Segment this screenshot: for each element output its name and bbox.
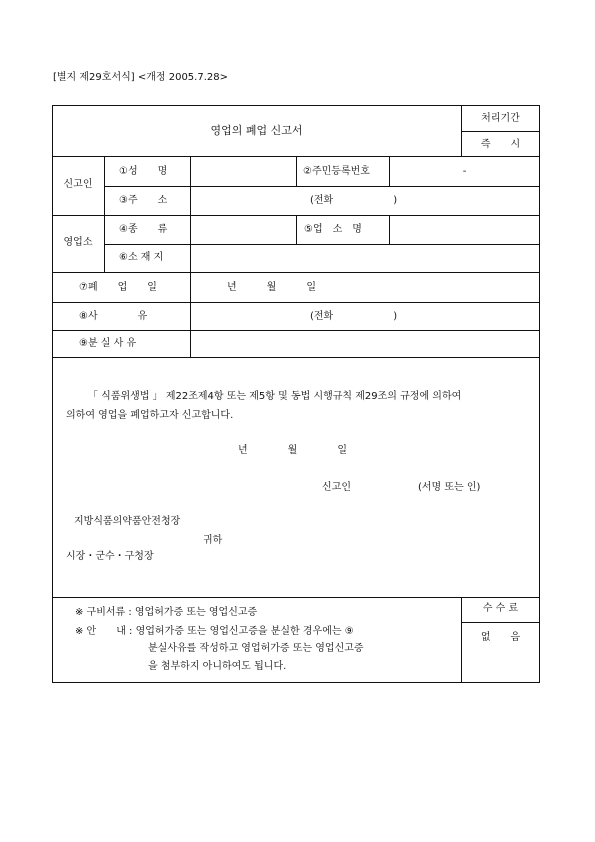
form-title: 영업의 폐업 신고서 bbox=[210, 124, 303, 137]
guide-line-2: 분실사유를 작성하고 영업허가증 또는 영업신고증 bbox=[148, 643, 364, 654]
business-location-field[interactable] bbox=[191, 245, 539, 271]
business-name-field[interactable] bbox=[390, 216, 539, 243]
signer-label: 신고인 bbox=[322, 482, 351, 493]
reporter-address-field[interactable] bbox=[191, 187, 539, 214]
loss-reason-label: ⑨분 실 사 유 bbox=[79, 338, 137, 349]
business-type-label: ④종 류 bbox=[119, 224, 168, 235]
business-name-label: ⑤업 소 명 bbox=[304, 224, 362, 235]
divider-statement bbox=[52, 597, 540, 598]
reporter-name-label: ①성 명 bbox=[119, 166, 168, 177]
business-group-label: 영업소 bbox=[63, 237, 93, 248]
processing-period-value: 즉 시 bbox=[480, 139, 521, 150]
closure-reason-phone: (전화 ) bbox=[310, 311, 398, 322]
guide-line-3: 을 첨부하지 아니하여도 됩니다. bbox=[148, 661, 287, 672]
closure-reason-field[interactable] bbox=[191, 303, 539, 329]
reporter-phone-label: (전화 ) bbox=[310, 195, 398, 206]
reporter-address-label: ③주 소 bbox=[119, 195, 168, 206]
col-id-label bbox=[296, 156, 297, 186]
business-location-label: ⑥소 재 지 bbox=[119, 252, 164, 263]
fee-label: 수 수 료 bbox=[482, 603, 519, 614]
recipient-local-gov: 시장・군수・구청장 bbox=[66, 551, 154, 562]
form-number-note: [별지 제29호서식] <개정 2005.7.28> bbox=[53, 72, 228, 83]
divider-loss bbox=[52, 357, 540, 358]
required-documents-note: ※ 구비서류 : 영업허가증 또는 영업신고증 bbox=[75, 607, 258, 618]
reporter-group-label: 신고인 bbox=[63, 179, 93, 190]
col-bizname-label bbox=[296, 215, 297, 244]
reporter-name-field[interactable] bbox=[191, 157, 295, 185]
recipient-honorific: 귀하 bbox=[203, 535, 223, 546]
recipient-agency: 지방식품의약품안전청장 bbox=[74, 516, 181, 527]
col-group bbox=[104, 156, 105, 272]
business-type-field[interactable] bbox=[191, 216, 295, 243]
divider-processing bbox=[461, 131, 540, 132]
fee-value: 없 음 bbox=[480, 632, 521, 643]
statement-date: 년 월 일 bbox=[238, 445, 347, 456]
closure-date-field[interactable]: 년 월 일 bbox=[227, 282, 316, 293]
reporter-id-label: ②주민등록번호 bbox=[303, 166, 370, 177]
closure-reason-label: ⑧사 유 bbox=[79, 311, 148, 322]
divider-fee bbox=[461, 622, 540, 623]
processing-period-label: 처리기간 bbox=[481, 113, 520, 124]
statement-line-2: 의하여 영업을 폐업하고자 신고합니다. bbox=[66, 410, 234, 421]
loss-reason-field[interactable] bbox=[191, 331, 539, 356]
reporter-id-field[interactable]: - bbox=[462, 166, 467, 177]
closure-date-label: ⑦폐 업 일 bbox=[79, 282, 157, 293]
divider-business-end bbox=[52, 272, 540, 273]
signature-note: (서명 또는 인) bbox=[418, 482, 481, 493]
guide-line-1: ※ 안 내 : 영업허가증 또는 영업신고증을 분실한 경우에는 ⑨ bbox=[75, 626, 354, 637]
statement-line-1: 「 식품위생법 」 제22조제4항 또는 제5항 및 동법 시행규칙 제29조의 규정에 의하여 bbox=[88, 391, 462, 402]
